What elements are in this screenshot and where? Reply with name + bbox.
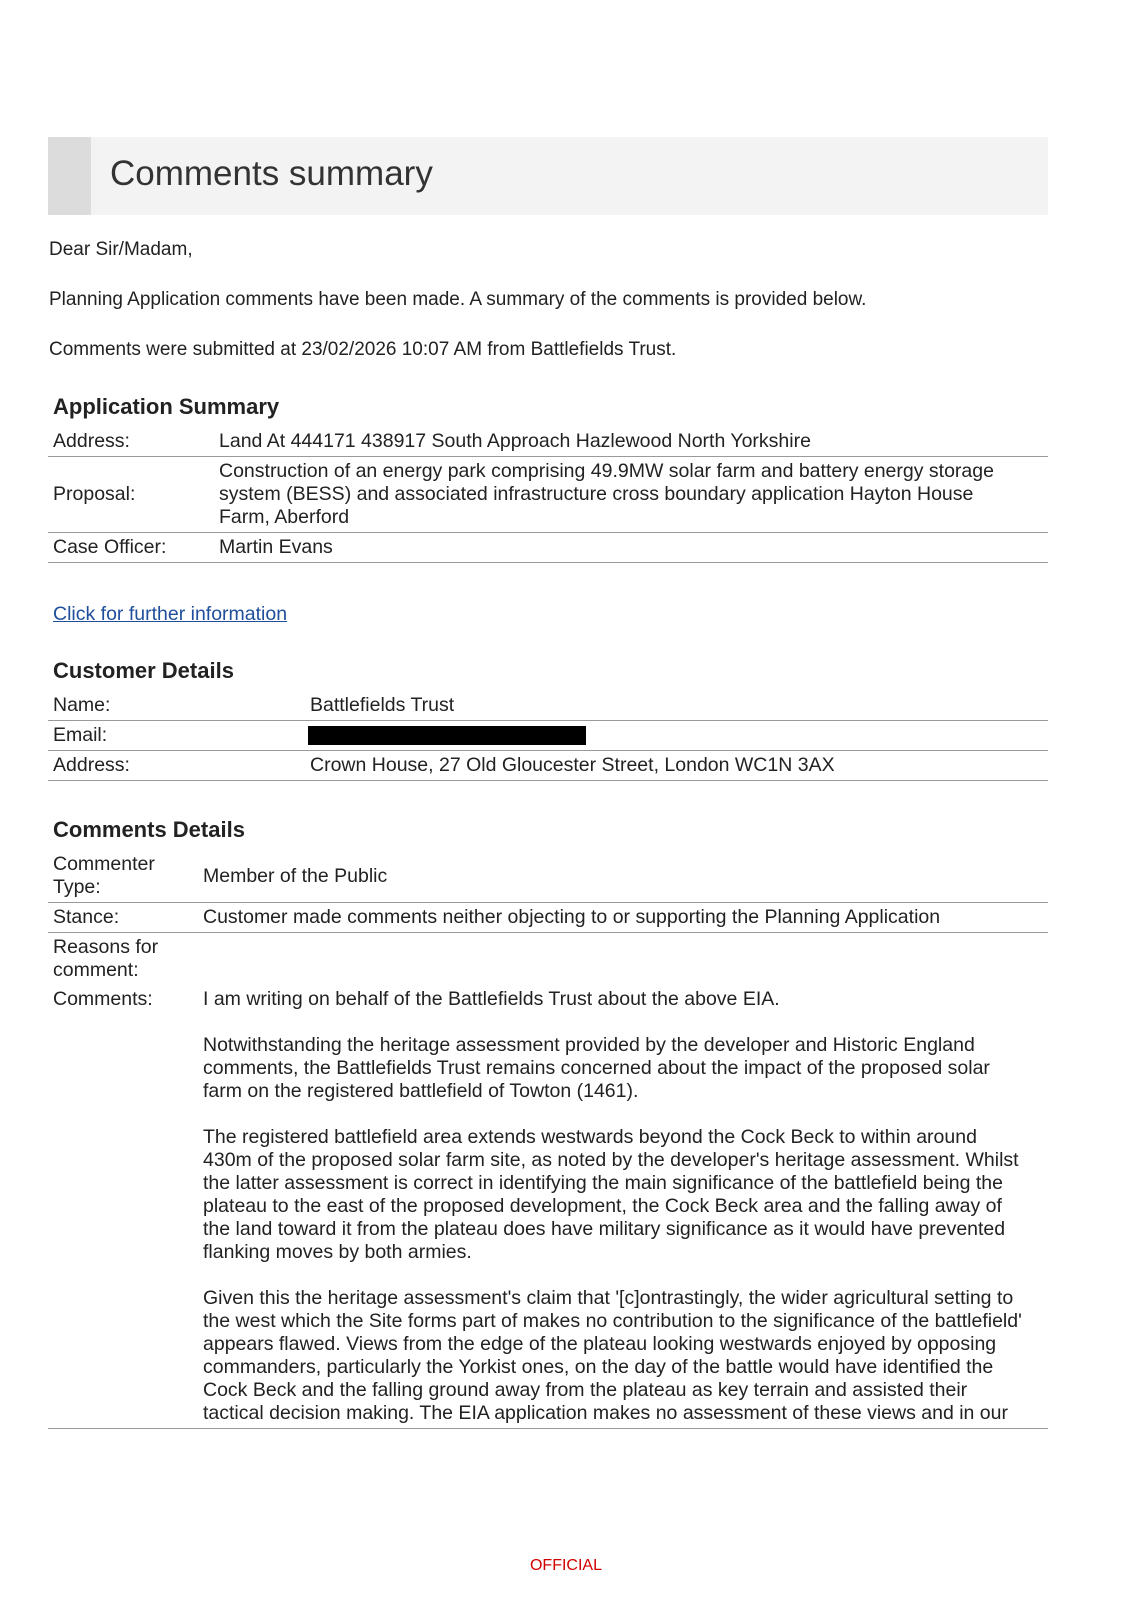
comment-paragraph — [203, 988, 1043, 1011]
customer-details-heading: Customer Details — [53, 658, 234, 683]
comment-line: comments, the Battlefields Trust remains concerned about the impact of the proposed solar — [203, 1057, 990, 1079]
customer-details-table — [48, 691, 1048, 781]
comment-line: plateau to the east of the proposed development, the Cock Beck area and the falling away of — [203, 1195, 1002, 1217]
email-label: Email: — [48, 721, 305, 751]
comment-line: Notwithstanding the heritage assessment provided by the developer and Historic England — [203, 1034, 975, 1056]
comment-line: Given this the heritage assessment's claim that '[c]ontrastingly, the wider agricultural setting to — [203, 1287, 1014, 1309]
table-row — [48, 850, 1048, 903]
address-value: Land At 444171 438917 South Approach Hazlewood North Yorkshire — [214, 427, 1048, 457]
comment-line: the west which the Site forms part of makes no contribution to the significance of the battlefield' — [203, 1310, 1022, 1332]
application-summary-table — [48, 427, 1048, 563]
commenter-type-value: Member of the Public — [198, 850, 1048, 903]
comment-line: flanking moves by both armies. — [203, 1241, 472, 1263]
comment-line: appears flawed. Views from the edge of the plateau looking westwards enjoyed by opposing — [203, 1333, 997, 1355]
title-banner — [48, 137, 1048, 215]
proposal-label: Proposal: — [48, 457, 214, 533]
comment-line: tactical decision making. The EIA application makes no assessment of these views and in our — [203, 1402, 1008, 1424]
comments-label: Comments: — [48, 985, 198, 1429]
case-officer-label: Case Officer: — [48, 533, 214, 563]
commenter-type-label — [48, 850, 198, 903]
intro-line-1: Planning Application comments have been made. A summary of the comments is provided below. — [49, 289, 867, 310]
intro-line-2: Comments were submitted at 23/02/2026 10:07 AM from Battlefields Trust. — [49, 339, 677, 360]
table-row — [48, 457, 1048, 533]
table-row — [48, 427, 1048, 457]
table-row — [48, 903, 1048, 933]
table-row — [48, 533, 1048, 563]
case-officer-value: Martin Evans — [214, 533, 1048, 563]
label-line: comment: — [53, 959, 139, 981]
proposal-line: Construction of an energy park comprising 49.9MW solar farm and battery energy storage — [219, 460, 994, 482]
comment-line: I am writing on behalf of the Battlefields Trust about the above EIA. — [203, 988, 780, 1010]
reasons-value — [198, 933, 1048, 986]
label-line: Commenter — [53, 853, 155, 875]
table-row — [48, 985, 1048, 1429]
name-value: Battlefields Trust — [305, 691, 1048, 721]
comment-paragraph — [203, 1287, 1043, 1425]
name-label: Name: — [48, 691, 305, 721]
table-row — [48, 751, 1048, 781]
comments-details-table — [48, 850, 1048, 1429]
redaction-block — [308, 726, 586, 745]
comments-value — [198, 985, 1048, 1429]
comment-line: Cock Beck and the falling ground away from the plateau as key terrain and assisted their — [203, 1379, 968, 1401]
table-row — [48, 721, 1048, 751]
security-marking: OFFICIAL — [529, 1557, 602, 1574]
comment-line: the land toward it from the plateau does have military significance as it would have prevented — [203, 1218, 1006, 1240]
stance-label: Stance: — [48, 903, 198, 933]
comment-line: the latter assessment is correct in identifying the main significance of the battlefield being the — [203, 1172, 1003, 1194]
comment-paragraph — [203, 1126, 1043, 1264]
further-information-link[interactable]: Click for further information — [53, 603, 288, 625]
address-label: Address: — [48, 427, 214, 457]
label-line: Reasons for — [53, 936, 159, 958]
email-value — [305, 721, 1048, 751]
application-summary-heading: Application Summary — [53, 394, 280, 419]
customer-address-value: Crown House, 27 Old Gloucester Street, London WC1N 3AX — [305, 751, 1048, 781]
customer-address-label: Address: — [48, 751, 305, 781]
comment-line: farm on the registered battlefield of Towton (1461). — [203, 1080, 639, 1102]
proposal-line: system (BESS) and associated infrastructure cross boundary application Hayton House — [219, 483, 974, 505]
comment-line: commanders, particularly the Yorkist ones, on the day of the battle would have identified the — [203, 1356, 994, 1378]
stance-value: Customer made comments neither objecting to or supporting the Planning Application — [198, 903, 1048, 933]
proposal-value — [214, 457, 1048, 533]
label-line: Type: — [53, 876, 101, 898]
comment-line: The registered battlefield area extends westwards beyond the Cock Beck to within around — [203, 1126, 977, 1148]
reasons-label — [48, 933, 198, 986]
salutation: Dear Sir/Madam, — [49, 239, 193, 260]
comment-line: 430m of the proposed solar farm site, as noted by the developer's heritage assessment. Whilst — [203, 1149, 1019, 1171]
banner-accent-bar — [48, 137, 91, 215]
comment-paragraph — [203, 1034, 1043, 1103]
comments-details-heading: Comments Details — [53, 817, 245, 842]
proposal-line: Farm, Aberford — [219, 506, 350, 528]
page-title: Comments summary — [110, 154, 433, 193]
table-row — [48, 691, 1048, 721]
table-row — [48, 933, 1048, 986]
